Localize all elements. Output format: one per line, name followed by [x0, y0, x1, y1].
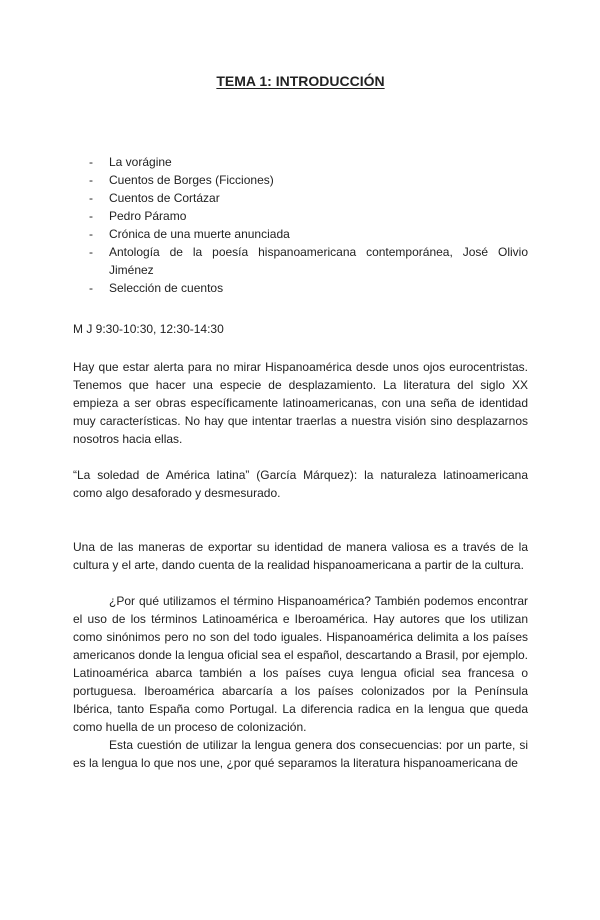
list-dash: -: [89, 209, 93, 223]
paragraph-language-consequences: Esta cuestión de utilizar la lengua genera dos consecuencias: por un parte, si es la lengua lo que nos une, ¿por qué separamos la literatura hispanoamericana de: [73, 738, 528, 770]
list-item-text: La vorágine: [109, 155, 172, 169]
list-item-text: Selección de cuentos: [109, 281, 224, 295]
paragraph-eurocentrism: Hay que estar alerta para no mirar Hispanoamérica desde unos ojos eurocentristas. Tenemos que hacer una especie de desplazamiento. La literatura del siglo XX empieza a ser obras específicamente latinoamericanas, con una seña de identidad muy características. No hay que intentar traerlas a nuestra visión sino desplazarnos nosotros hacia ellas.: [73, 360, 528, 446]
paragraph-soledad-quote: “La soledad de América latina” (García Márquez): la naturaleza latinoamericana como algo desaforado y desmesurado.: [73, 468, 528, 500]
list-item-text: Antología de la poesía hispanoamericana contemporánea, José Olivio Jiménez: [109, 245, 528, 277]
list-item: [73, 189, 528, 207]
list-item: [73, 171, 528, 189]
list-dash: -: [89, 227, 93, 241]
list-dash: -: [89, 155, 93, 169]
list-dash: -: [89, 245, 93, 259]
list-dash: -: [89, 281, 93, 295]
list-item: [73, 279, 528, 297]
document-page: [0, 72, 600, 920]
list-dash: -: [89, 173, 93, 187]
list-item-text: Pedro Páramo: [109, 209, 187, 223]
paragraph-identity: Una de las maneras de exportar su identidad de manera valiosa es a través de la cultura y el arte, dando cuenta de la realidad hispanoamericana a partir de la cultura.: [73, 540, 528, 572]
list-item: [73, 207, 528, 225]
paragraph-terminology: ¿Por qué utilizamos el término Hispanoamérica? También podemos encontrar el uso de los términos Latinoamérica e Iberoamérica. Hay autores que los utilizan como sinónimos pero no son del todo iguales. Hispanoamérica delimita a los países americanos donde la lengua oficial sea el español, descartando a Brasil, por ejemplo. Latinoamérica abarca también a los países cuya lengua oficial sea francesa o portuguesa. Iberoamérica abarcaría a los países colonizados por la Península Ibérica, tanto España como Portugal. La diferencia radica en la lengua que queda como huella de un proceso de colonización.: [73, 594, 528, 734]
class-schedule: M J 9:30-10:30, 12:30-14:30: [73, 322, 224, 336]
list-item: [73, 225, 528, 243]
list-item-text: Crónica de una muerte anunciada: [109, 227, 290, 241]
list-item-text: Cuentos de Borges (Ficciones): [109, 173, 274, 187]
list-item: [73, 153, 528, 171]
list-item: [73, 243, 528, 279]
page-title: TEMA 1: INTRODUCCIÓN: [216, 73, 385, 89]
list-item-text: Cuentos de Cortázar: [109, 191, 220, 205]
reading-list: [73, 153, 528, 297]
list-dash: -: [89, 191, 93, 205]
